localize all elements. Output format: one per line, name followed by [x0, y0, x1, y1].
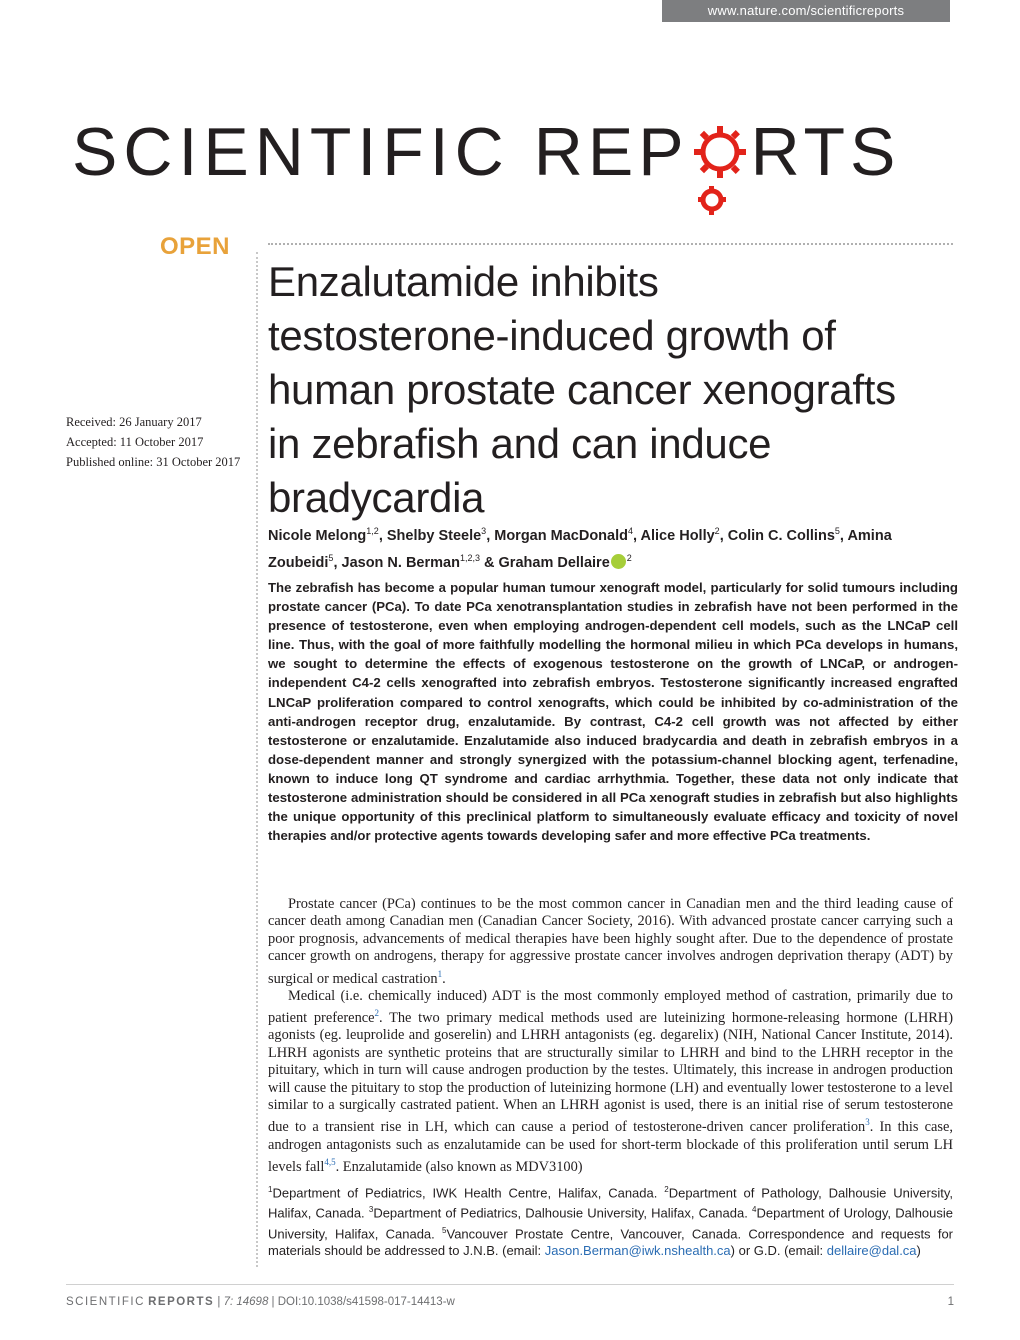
footer-volume: 7: 14698 [223, 1296, 269, 1308]
footer-citation: SCIENTIFIC REPORTS | 7: 14698 | DOI:10.1038/s41598-017-14413-w [66, 1296, 455, 1308]
publication-dates [66, 412, 240, 472]
masthead-rts: RTS [750, 114, 901, 190]
cog-logo-svg [693, 124, 747, 234]
title-line: human prostate cancer xenografts [268, 366, 896, 413]
affiliation-text: ) or G.D. (email: [730, 1242, 827, 1258]
body-text-segment: . The two primary medical methods used are luteinizing hormone-releasing hormone (LHRH) agonists (eg. leuprolide and goserelin) and LHRH antagonists (eg. degarelix) (NIH, National Cancer Institute, 2014). LHRH agonists are synthetic proteins that are structurally similar to LHRH and bind to the LHRH receptor in the pituitary, which in turn will cause androgen production by the testes. Ultimately, this increase in androgen production will cause the pituitary to stop the production of luteinizing hormone (LH) and eventually lower testosterone to a level similar to a surgically castrated patient. When an LHRH agonist is used, there is an initial rise of serum testosterone due to a transient rise in LH, which can cause a period of testosterone-driven cancer proliferation [268, 1010, 953, 1136]
body-text-segment: Prostate cancer (PCa) continues to be the most common cancer in Canadian men and the third leading cause of cancer death among Canadian men (Canadian Cancer Society, 2016). With advanced prostate cancer carrying such a poor prognosis, advancements of medical therapies have been highly sought after. Due to the dependence of prostate cancer growth on androgens, therapy for aggressive prostate cancer involves androgen deprivation therapy (ADT) by surgical or medical castration [268, 896, 953, 987]
author-affiliation: 1,2,3 [459, 552, 480, 563]
cog-logo-icon [693, 124, 747, 180]
author-name[interactable]: Morgan MacDonald [494, 527, 628, 544]
affiliation-text: Vancouver Prostate Centre, Vancouver, Canada. Correspondence and requests for materials should be addressed to J.N.B. (email: [268, 1225, 953, 1258]
margin-divider [256, 252, 258, 1267]
citation-link[interactable]: 2 [374, 1008, 380, 1019]
body-text [268, 896, 953, 1176]
article-title [268, 255, 968, 525]
title-line: in zebrafish and can induce [268, 420, 772, 467]
footer-journal-b: REPORTS [148, 1296, 215, 1308]
footer-journal [66, 1296, 214, 1308]
affiliation-text: Department of Urology, Dalhousie University, Halifax, Canada. [268, 1205, 954, 1241]
email-link[interactable]: Jason.Berman@iwk.nshealth.ca [544, 1242, 731, 1258]
author-affiliation: 1,2 [366, 526, 379, 536]
author-name[interactable]: Alice Holly [640, 527, 715, 544]
author-affiliation: 5 [834, 526, 840, 536]
author-affiliation: 4 [627, 526, 633, 536]
journal-url[interactable]: www.nature.com/scientificreports [707, 3, 905, 18]
received-date: Received: 26 January 2017 [66, 415, 202, 429]
footer-doi[interactable]: DOI:10.1038/s41598-017-14413-w [277, 1296, 455, 1308]
affiliation-text: Department of Pathology, Dalhousie University, Halifax, Canada. [268, 1185, 953, 1221]
orcid-icon[interactable] [611, 554, 626, 569]
masthead-scientific: SCIENTIFIC [72, 114, 510, 190]
footer-journal-a: SCIENTIFIC [66, 1296, 145, 1308]
masthead-rep: REP [533, 114, 689, 190]
journal-url-bar[interactable] [662, 0, 950, 22]
affiliation-text: Department of Pediatrics, IWK Health Centre, Halifax, Canada. [272, 1185, 665, 1201]
body-text-segment: . Enzalutamide (also known as MDV3100) [335, 1158, 583, 1175]
title-line: Enzalutamide inhibits [268, 258, 659, 305]
published-date: Published online: 31 October 2017 [66, 455, 241, 469]
accepted-date: Accepted: 11 October 2017 [66, 435, 204, 449]
body-paragraph [268, 988, 953, 1176]
author-affiliation: 2 [626, 552, 632, 563]
citation-link[interactable]: 3 [865, 1117, 870, 1128]
author-name[interactable]: Nicole Melong [268, 527, 367, 544]
body-text-segment: . In this case, androgen antagonists such as enzalutamide can be used for short-term blockade of this proliferation until serum LH levels fall [268, 1119, 953, 1175]
author-list: Nicole Melong$^{1,2}$, Shelby Steele$^3$, Morgan MacDonald$^4$, Alice Holly$^2$, Colin C. Collins$^5$, Amina Zoubeidi$^5$, Jason N. Berman$^{1,2,3}$ & Graham Dellaire $^2$ [268, 526, 892, 571]
affiliation-text: ) [916, 1242, 921, 1258]
footer-divider [66, 1284, 954, 1285]
author-name[interactable]: Shelby Steele [386, 527, 482, 544]
title-line: bradycardia [268, 474, 485, 521]
citation-link[interactable]: 1 [437, 968, 443, 979]
author-affiliation: 5 [328, 552, 334, 563]
journal-masthead [72, 112, 900, 192]
body-text-segment: Medical (i.e. chemically induced) ADT is the most commonly employed method of castration, primarily due to patient preference [268, 987, 953, 1027]
page-number: 1 [947, 1296, 954, 1308]
masthead-reports [533, 114, 901, 190]
citation-link[interactable]: 4,5 [324, 1157, 336, 1168]
affiliation-text: Department of Pediatrics, Dalhousie University, Halifax, Canada. [373, 1205, 753, 1221]
author-affiliation: 3 [481, 526, 487, 536]
author-name[interactable]: Graham Dellaire [498, 554, 610, 571]
page-footer [66, 1296, 954, 1308]
author-name[interactable]: Colin C. Collins [727, 527, 835, 544]
author-name[interactable]: Amina Zoubeidi [268, 527, 892, 571]
open-access-label: OPEN [160, 233, 231, 260]
body-paragraph: Prostate cancer (PCa) continues to be the most common cancer in Canadian men and the third leading cause of cancer death among Canadian men (Canadian Cancer Society, 2016). With advanced prostate cancer carrying such a poor prognosis, advancements of medical therapies have been highly sought after. Due to the dependence of prostate cancer growth on androgens, therapy for aggressive prostate cancer involves androgen deprivation therapy (ADT) by surgical or medical castration$^1$. [268, 896, 953, 987]
title-line: testosterone-induced growth of [268, 312, 836, 359]
header-divider [268, 243, 953, 245]
author-affiliation: 2 [714, 526, 720, 536]
email-link[interactable]: dellaire@dal.ca [826, 1242, 917, 1258]
abstract: The zebrafish has become a popular human tumour xenograft model, particularly for solid tumours including prostate cancer (PCa). To date PCa xenotransplantation studies in zebrafish have not been performed in the presence of testosterone, even when employing androgen-dependent cell models, such as the LNCaP cell line. Thus, with the goal of more faithfully modelling the hormonal milieu in which PCa develops in humans, we sought to determine the effects of exogenous testosterone on the growth of LNCaP, or androgen-independent C4-2 cells xenografted into zebrafish embryos. Testosterone significantly increased engrafted LNCaP proliferation compared to control xenografts, which could be inhibited by co-administration of the anti-androgen receptor drug, enzalutamide. By contrast, C4-2 cell growth was not affected by either testosterone or enzalutamide. Enzalutamide also induced bradycardia and death in zebrafish embryos in a dose-dependent manner and strongly synergized with the potassium-channel blocking agent, terfenadine, known to induce long QT syndrome and cardiac arrhythmia. Together, these data not only indicate that testosterone administration should be considered in all PCa xenograft studies in zebrafish but also highlights the unique opportunity of this preclinical platform to simultaneously evaluate efficacy and toxicity of novel therapies and/or protective agents towards developing safer and more effective PCa treatments. [268, 580, 958, 844]
affiliations: $^1$Department of Pediatrics, IWK Health Centre, Halifax, Canada. $^2$Department of Pathology, Dalhousie University, Halifax, Canada. $^3$Department of Pediatrics, Dalhousie University, Halifax, Canada. $^4$Department of Urology, Dalhousie University, Halifax, Canada. $^5$Vancouver Prostate Centre, Vancouver, Canada. Correspondence and requests for materials should be addressed to J.N.B. (email: Jason.Berman@iwk.nshealth.ca) or G.D. (email: dellaire@dal.ca) [268, 1185, 954, 1258]
author-name[interactable]: Jason N. Berman [341, 554, 460, 571]
